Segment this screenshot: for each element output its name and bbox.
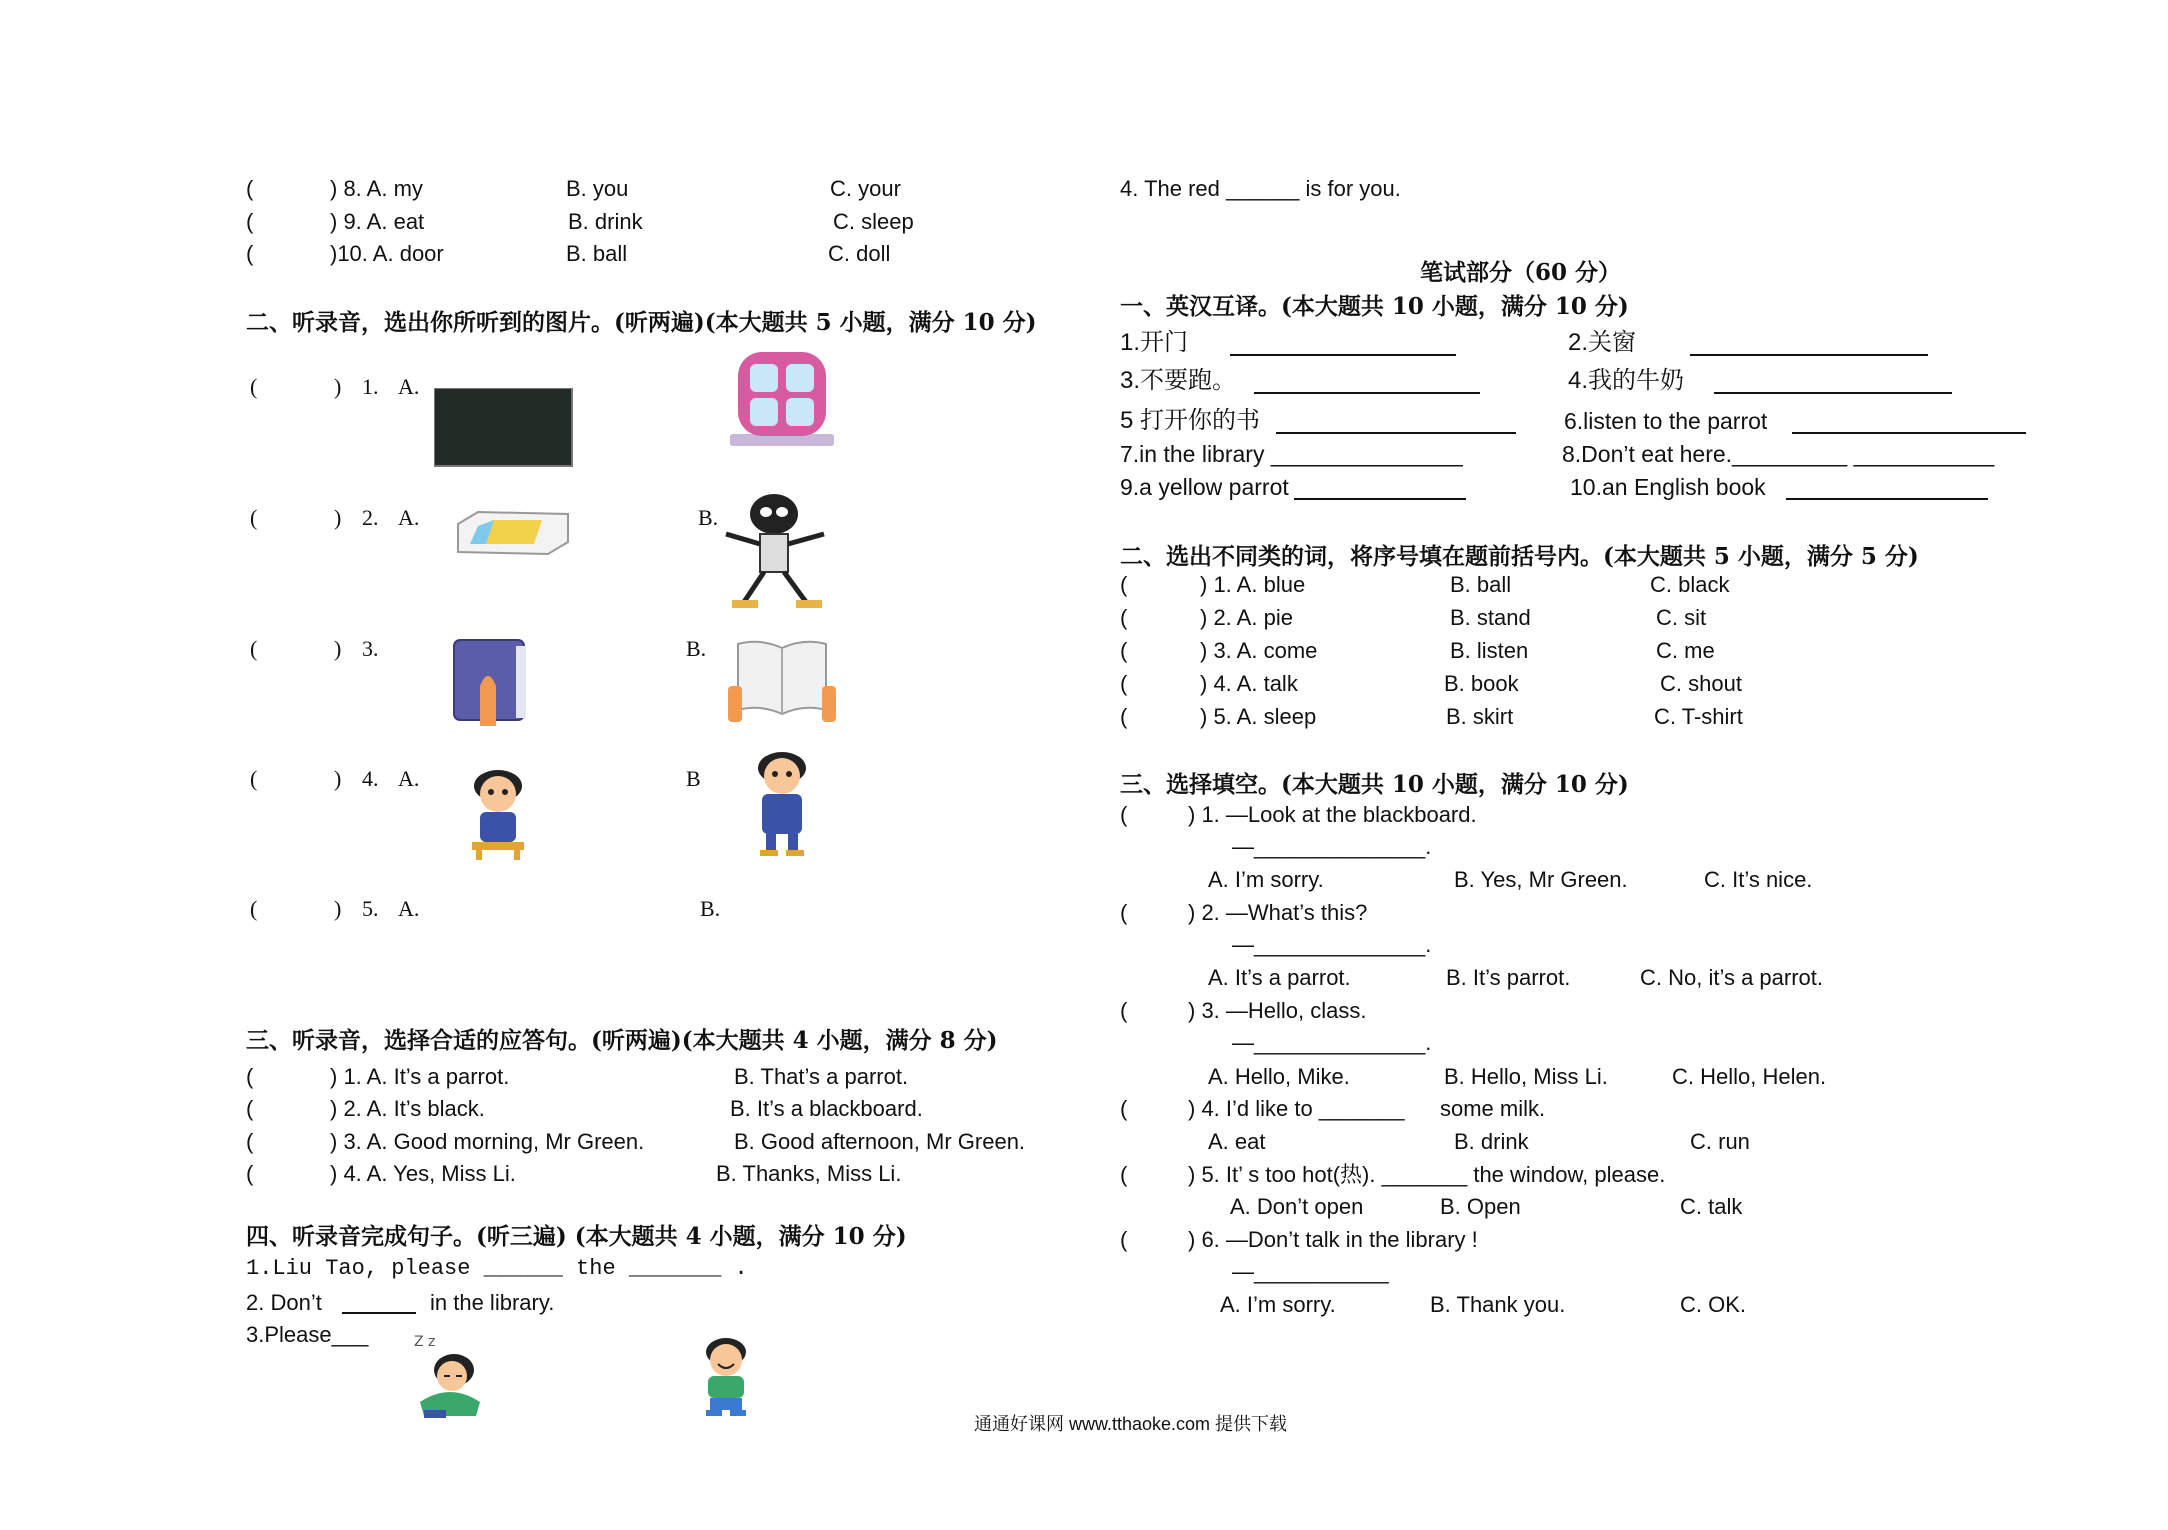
option-c: C. talk: [1680, 1194, 1743, 1219]
item-number: 4.: [362, 766, 379, 791]
paren: (: [1120, 998, 1128, 1023]
written-sec1-heading: 一、英汉互译。(本大题共 10 小题，满分 10 分): [1120, 293, 1629, 320]
standing-boy-image: [746, 748, 820, 860]
question-end: some milk.: [1440, 1096, 1546, 1121]
paren: ): [334, 636, 342, 661]
footer-text: 通通好课网 www.tthaoke.com 提供下载: [974, 1414, 1288, 1434]
svg-text:Z z: Z z: [414, 1334, 436, 1350]
paren: (: [246, 1129, 254, 1154]
paren: (: [250, 766, 258, 791]
option-label: A.: [398, 896, 420, 921]
answer-blank: —___________: [1232, 1259, 1389, 1284]
option-a: A. It’s a parrot.: [1208, 965, 1351, 990]
option-b: B. It’s parrot.: [1446, 965, 1571, 990]
question: ) 5. It’ s too hot(热). _______ the window, please.: [1188, 1162, 1666, 1187]
written-sec3-heading: 三、选择填空。(本大题共 10 小题，满分 10 分): [1120, 771, 1629, 798]
paren: (: [1120, 671, 1128, 696]
option-a: ) 5. A. sleep: [1200, 704, 1317, 729]
paren: (: [246, 176, 254, 201]
sleeping-boy-image: [410, 1330, 490, 1420]
blank-line: [1714, 392, 1952, 394]
blank-line: [1786, 498, 1988, 500]
question: ) 4. I’d like to _______: [1188, 1096, 1405, 1121]
option-c: C. T-shirt: [1654, 704, 1743, 729]
option-a: A. Don’t open: [1230, 1194, 1364, 1219]
answer-blank: —______________.: [1232, 1030, 1432, 1055]
option-b: B. That’s a parrot.: [734, 1064, 909, 1089]
option-c: C. sit: [1656, 605, 1707, 630]
paren: (: [1120, 1227, 1128, 1252]
blank-line: [1294, 498, 1466, 500]
sitting-boy-image: [460, 764, 538, 860]
blank-line: [1276, 432, 1516, 434]
sentence-4: 4. The red ______ is for you.: [1120, 176, 1401, 201]
question: ) 1. —Look at the blackboard.: [1188, 802, 1477, 827]
paren: (: [250, 374, 258, 399]
option-a: A. I’m sorry.: [1208, 867, 1324, 892]
paren: (: [1120, 1162, 1128, 1187]
question: ) 6. —Don’t talk in the library !: [1188, 1227, 1478, 1252]
translate-item-5: 5 打开你的书: [1120, 407, 1261, 434]
paren: (: [246, 241, 254, 266]
eraser-image: [452, 508, 574, 558]
option-b: B. book: [1444, 671, 1519, 696]
sec3-heading: 三、听录音，选择合适的应答句。(听两遍)(本大题共 4 小题，满分 8 分): [246, 1027, 998, 1054]
option-b: B. ball: [566, 241, 628, 266]
answer-blank: —______________.: [1232, 834, 1432, 859]
option-a: A. Hello, Mike.: [1208, 1064, 1350, 1089]
option-b: B. Hello, Miss Li.: [1444, 1064, 1608, 1089]
sec2-heading: 二、听录音，选出你所听到的图片。(听两遍)(本大题共 5 小题，满分 10 分): [246, 309, 1037, 336]
option-a: A. eat: [1208, 1129, 1266, 1154]
option-label: B.: [686, 636, 707, 661]
option-c: C. doll: [828, 241, 891, 266]
option-c: C. No, it’s a parrot.: [1640, 965, 1823, 990]
blank-line: [342, 1312, 416, 1314]
option-b: B. you: [566, 176, 629, 201]
option-b: B. ball: [1450, 572, 1512, 597]
option-b: B. drink: [1454, 1129, 1529, 1154]
window-image: [730, 348, 834, 448]
sentence-3: 3.Please___: [246, 1322, 369, 1347]
option-b: B. Yes, Mr Green.: [1454, 867, 1628, 892]
option-c: C. black: [1650, 572, 1730, 597]
option-a: ) 4. A. talk: [1200, 671, 1298, 696]
sentence-2-start: 2. Don’t: [246, 1290, 322, 1315]
question: ) 2. —What’s this?: [1188, 900, 1368, 925]
option-b: B. stand: [1450, 605, 1531, 630]
option-a: ) 8. A. my: [330, 176, 423, 201]
option-b: B. Open: [1440, 1194, 1521, 1219]
option-a: ) 3. A. come: [1200, 638, 1318, 663]
blank-line: [1792, 432, 2026, 434]
option-c: C. your: [830, 176, 901, 201]
translate-item-4: 4.我的牛奶: [1568, 367, 1685, 394]
paren: (: [246, 209, 254, 234]
paren: (: [1120, 638, 1128, 663]
option-c: C. It’s nice.: [1704, 867, 1813, 892]
option-c: C. run: [1690, 1129, 1750, 1154]
blank-line: [1690, 354, 1928, 356]
paren: (: [246, 1064, 254, 1089]
sentence-2-end: in the library.: [430, 1290, 555, 1315]
translate-item-6: 6.listen to the parrot: [1564, 408, 1768, 434]
translate-item-3: 3.不要跑。: [1120, 367, 1237, 394]
option-a: A. I’m sorry.: [1220, 1292, 1336, 1317]
translate-item-9: 9.a yellow parrot: [1120, 474, 1289, 500]
option-a: )10. A. door: [330, 241, 444, 266]
item-number: 1.: [362, 374, 379, 399]
paren: ): [334, 505, 342, 530]
paren: (: [250, 896, 258, 921]
option-b: B. drink: [568, 209, 643, 234]
question: ) 3. —Hello, class.: [1188, 998, 1367, 1023]
option-a: ) 1. A. It’s a parrot.: [330, 1064, 510, 1089]
option-a: ) 2. A. It’s black.: [330, 1096, 485, 1121]
sentence-1: 1.Liu Tao, please ______ the _______ .: [246, 1256, 748, 1281]
happy-boy-image: [694, 1334, 760, 1418]
option-label: B: [686, 766, 701, 791]
item-number: 5.: [362, 896, 379, 921]
blank-line: [1254, 392, 1480, 394]
option-c: C. Hello, Helen.: [1672, 1064, 1827, 1089]
paren: ): [334, 374, 342, 399]
option-label: A.: [398, 766, 420, 791]
option-a: ) 1. A. blue: [1200, 572, 1306, 597]
item-number: 3.: [362, 636, 379, 661]
option-b: B. Thank you.: [1430, 1292, 1566, 1317]
written-title: 笔试部分（60 分）: [1420, 259, 1622, 286]
option-c: C. shout: [1660, 671, 1742, 696]
paren: (: [1120, 572, 1128, 597]
robot-image: [716, 490, 834, 610]
sec4-heading: 四、听录音完成句子。(听三遍) (本大题共 4 小题，满分 10 分): [246, 1223, 907, 1250]
option-a: ) 2. A. pie: [1200, 605, 1293, 630]
paren: (: [250, 505, 258, 530]
written-sec2-heading: 二、选出不同类的词，将序号填在题前括号内。(本大题共 5 小题，满分 5 分): [1120, 543, 1919, 570]
option-b: B. Thanks, Miss Li.: [716, 1161, 902, 1186]
translate-item-1: 1.开门: [1120, 329, 1189, 356]
paren: (: [1120, 900, 1128, 925]
open-book-image: [728, 636, 836, 728]
option-a: ) 3. A. Good morning, Mr Green.: [330, 1129, 645, 1154]
answer-blank: —______________.: [1232, 932, 1432, 957]
option-a: ) 4. A. Yes, Miss Li.: [330, 1161, 516, 1186]
item-number: 2.: [362, 505, 379, 530]
translate-item-10: 10.an English book: [1570, 474, 1766, 500]
paren: (: [1120, 704, 1128, 729]
option-b: B. skirt: [1446, 704, 1514, 729]
paren: (: [1120, 605, 1128, 630]
paren: (: [1120, 1096, 1128, 1121]
option-c: C. sleep: [833, 209, 914, 234]
translate-item-8: 8.Don’t eat here._________ ___________: [1562, 441, 1995, 467]
paren: (: [246, 1096, 254, 1121]
paren: ): [334, 896, 342, 921]
option-label: B.: [700, 896, 721, 921]
option-b: B. Good afternoon, Mr Green.: [734, 1129, 1026, 1154]
paren: ): [334, 766, 342, 791]
paren: (: [246, 1161, 254, 1186]
blank-line: [1230, 354, 1456, 356]
translate-item-2: 2.关窗: [1568, 329, 1637, 356]
option-c: C. OK.: [1680, 1292, 1747, 1317]
option-label: A.: [398, 374, 420, 399]
option-b: B. It’s a blackboard.: [730, 1096, 923, 1121]
translate-item-7: 7.in the library _______________: [1120, 441, 1463, 467]
closed-book-image: [448, 636, 536, 728]
option-label: A.: [398, 505, 420, 530]
option-c: C. me: [1656, 638, 1715, 663]
paren: (: [1120, 802, 1128, 827]
paren: (: [250, 636, 258, 661]
option-a: ) 9. A. eat: [330, 209, 425, 234]
blackboard-image: [434, 388, 574, 468]
option-b: B. listen: [1450, 638, 1529, 663]
option-label: B.: [698, 505, 719, 530]
